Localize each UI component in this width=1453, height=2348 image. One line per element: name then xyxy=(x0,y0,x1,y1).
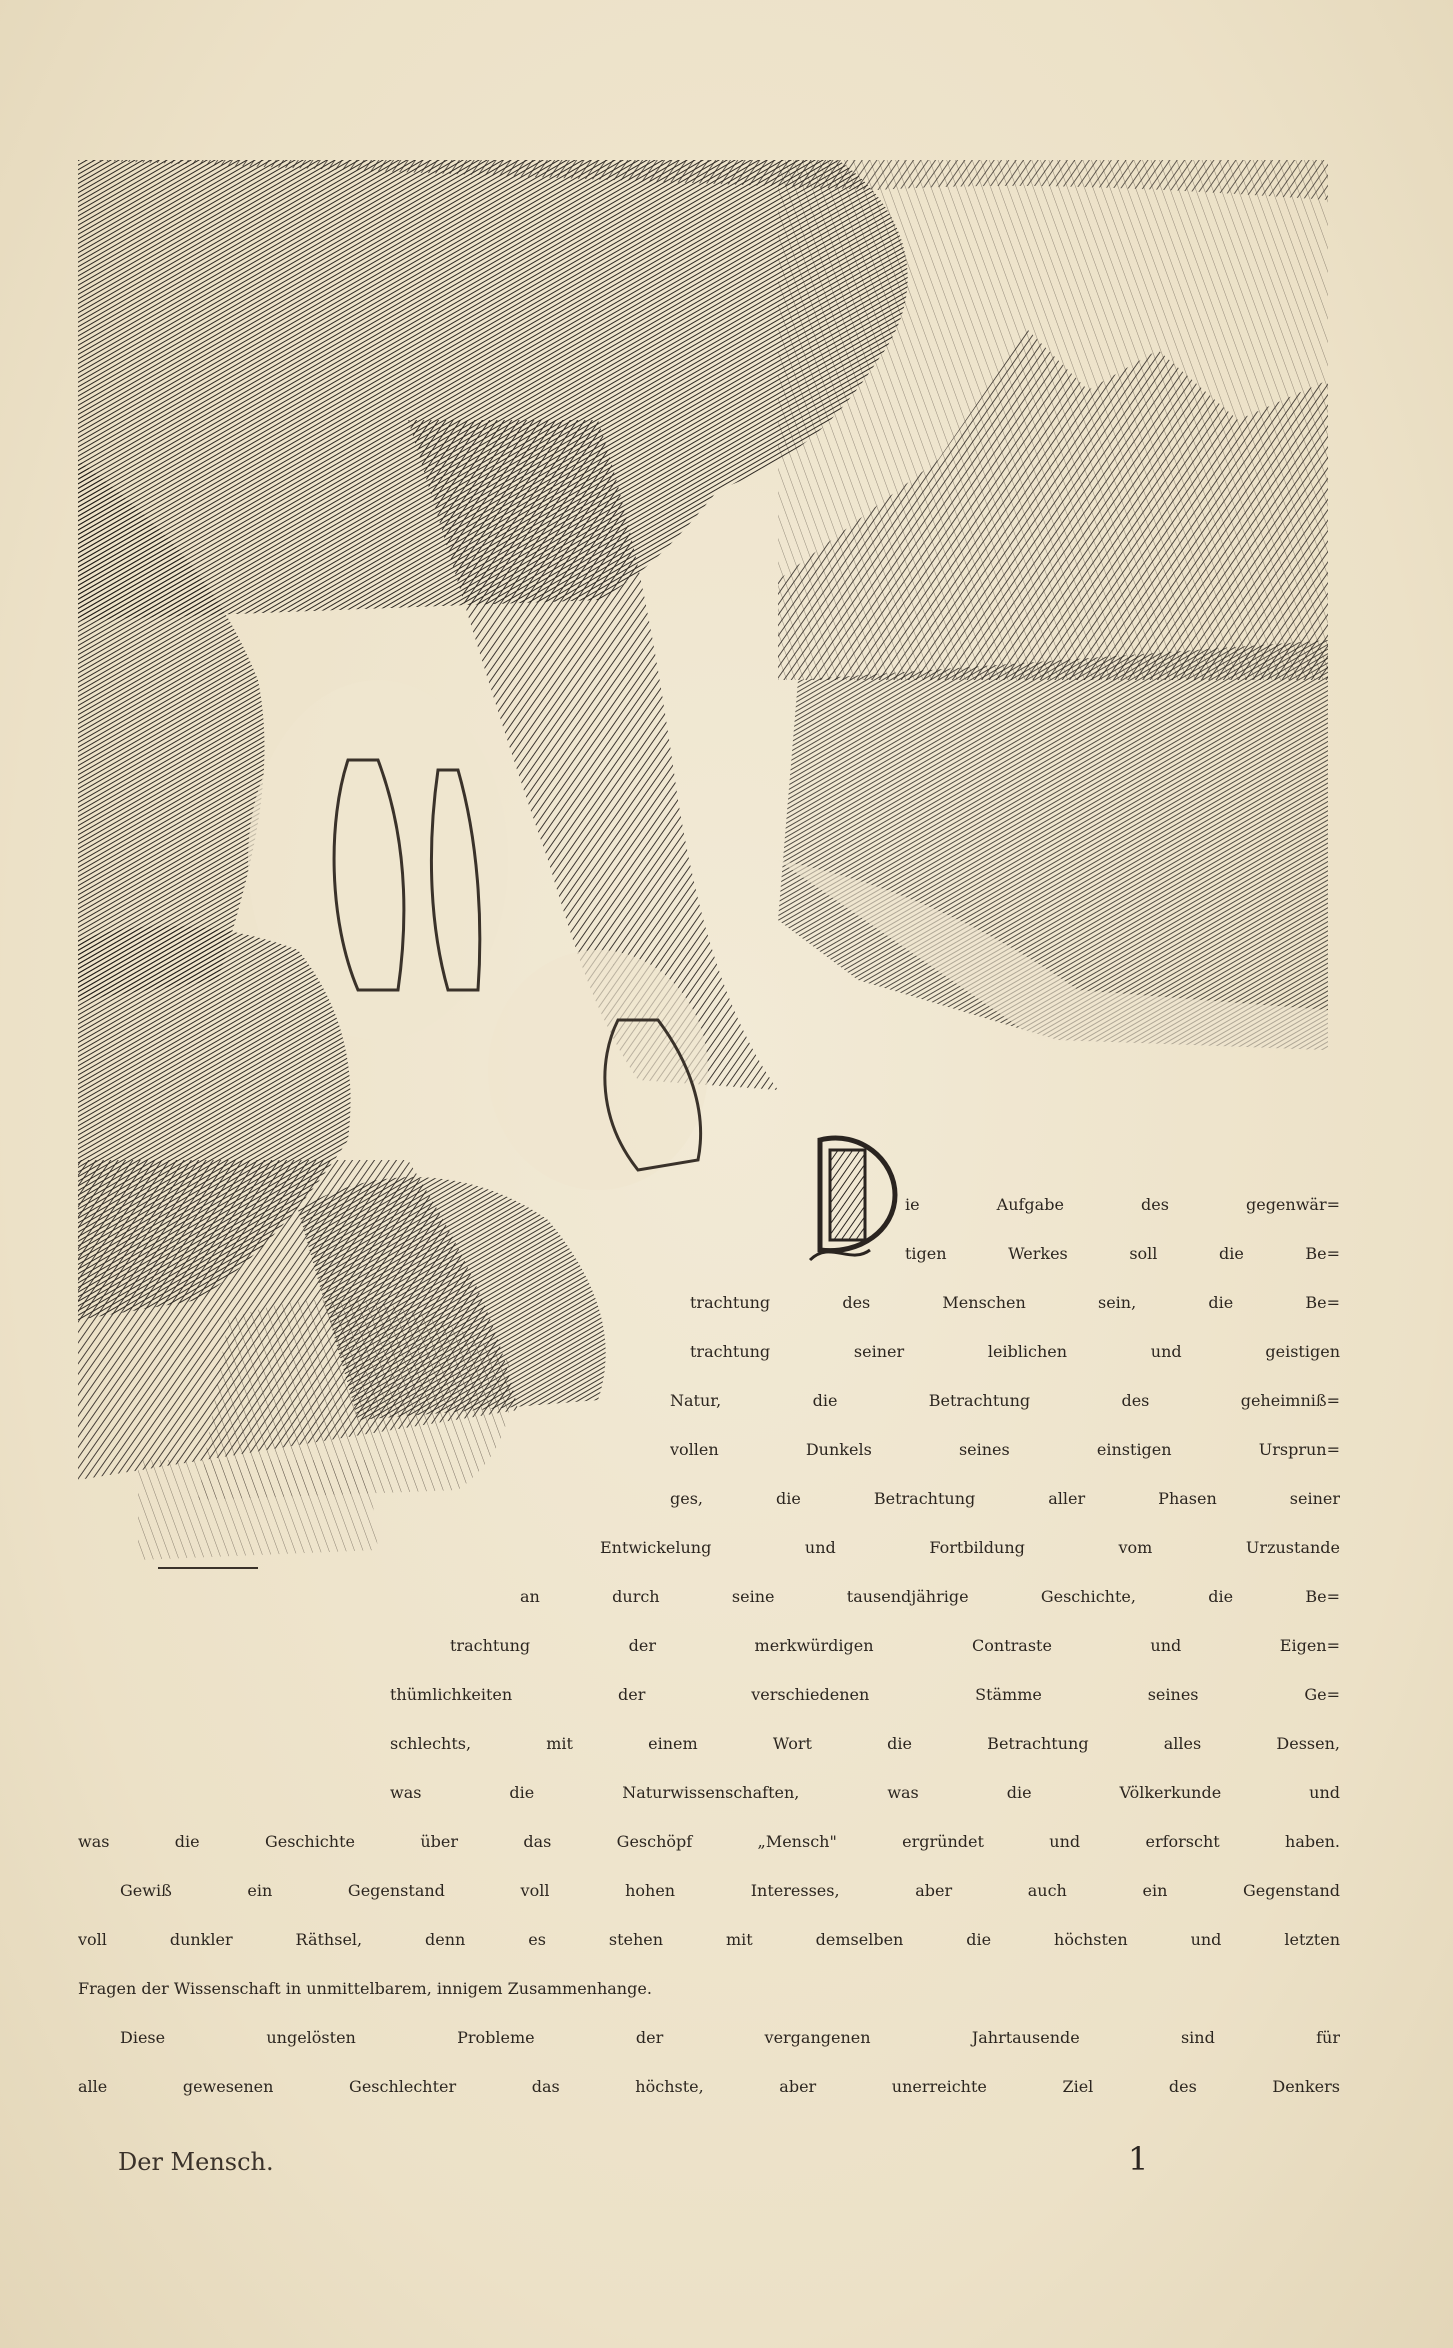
page-number: 1 xyxy=(1128,2140,1149,2178)
text-line-6: vollen Dunkels seines einstigen Ursprun= xyxy=(670,1440,1340,1459)
text-line-7: ges, die Betrachtung aller Phasen seiner xyxy=(670,1489,1340,1508)
text-line-1: ie Aufgabe des gegenwär= xyxy=(905,1195,1340,1214)
text-line-10: trachtung der merkwürdigen Contraste und Eigen= xyxy=(450,1636,1340,1655)
text-line-3: trachtung des Menschen sein, die Be= xyxy=(690,1293,1340,1312)
text-line-9: an durch seine tausendjährige Geschichte, die Be= xyxy=(520,1587,1340,1606)
text-line-16: voll dunkler Räthsel, denn es stehen mit demselben die höchsten und letzten xyxy=(78,1930,1340,1949)
text-line-18: Diese ungelösten Probleme der vergangenen Jahrtausende sind für xyxy=(120,2028,1340,2047)
text-line-8: Entwickelung und Fortbildung vom Urzustande xyxy=(600,1538,1340,1557)
text-line-12: schlechts, mit einem Wort die Betrachtung alles Dessen, xyxy=(390,1734,1340,1753)
signature-mark: Der Mensch. xyxy=(118,2148,274,2176)
text-line-2: tigen Werkes soll die Be= xyxy=(905,1244,1340,1263)
drop-cap-ornament xyxy=(800,1120,910,1270)
text-line-14: was die Geschichte über das Geschöpf „Mensch" ergründet und erforscht haben. xyxy=(78,1832,1340,1851)
text-line-15: Gewiß ein Gegenstand voll hohen Interesses, aber auch ein Gegenstand xyxy=(120,1881,1340,1900)
text-line-19: alle gewesenen Geschlechter das höchste, aber unerreichte Ziel des Denkers xyxy=(78,2077,1340,2096)
engraving-illustration xyxy=(78,160,1328,1780)
text-line-11: thümlichkeiten der verschiedenen Stämme seines Ge= xyxy=(390,1685,1340,1704)
text-line-17: Fragen der Wissenschaft in unmittelbarem, innigem Zusammenhange. xyxy=(78,1979,652,1998)
text-line-13: was die Naturwissenschaften, was die Völkerkunde und xyxy=(390,1783,1340,1802)
text-line-4: trachtung seiner leiblichen und geistigen xyxy=(690,1342,1340,1361)
text-line-5: Natur, die Betrachtung des geheimniß= xyxy=(670,1391,1340,1410)
